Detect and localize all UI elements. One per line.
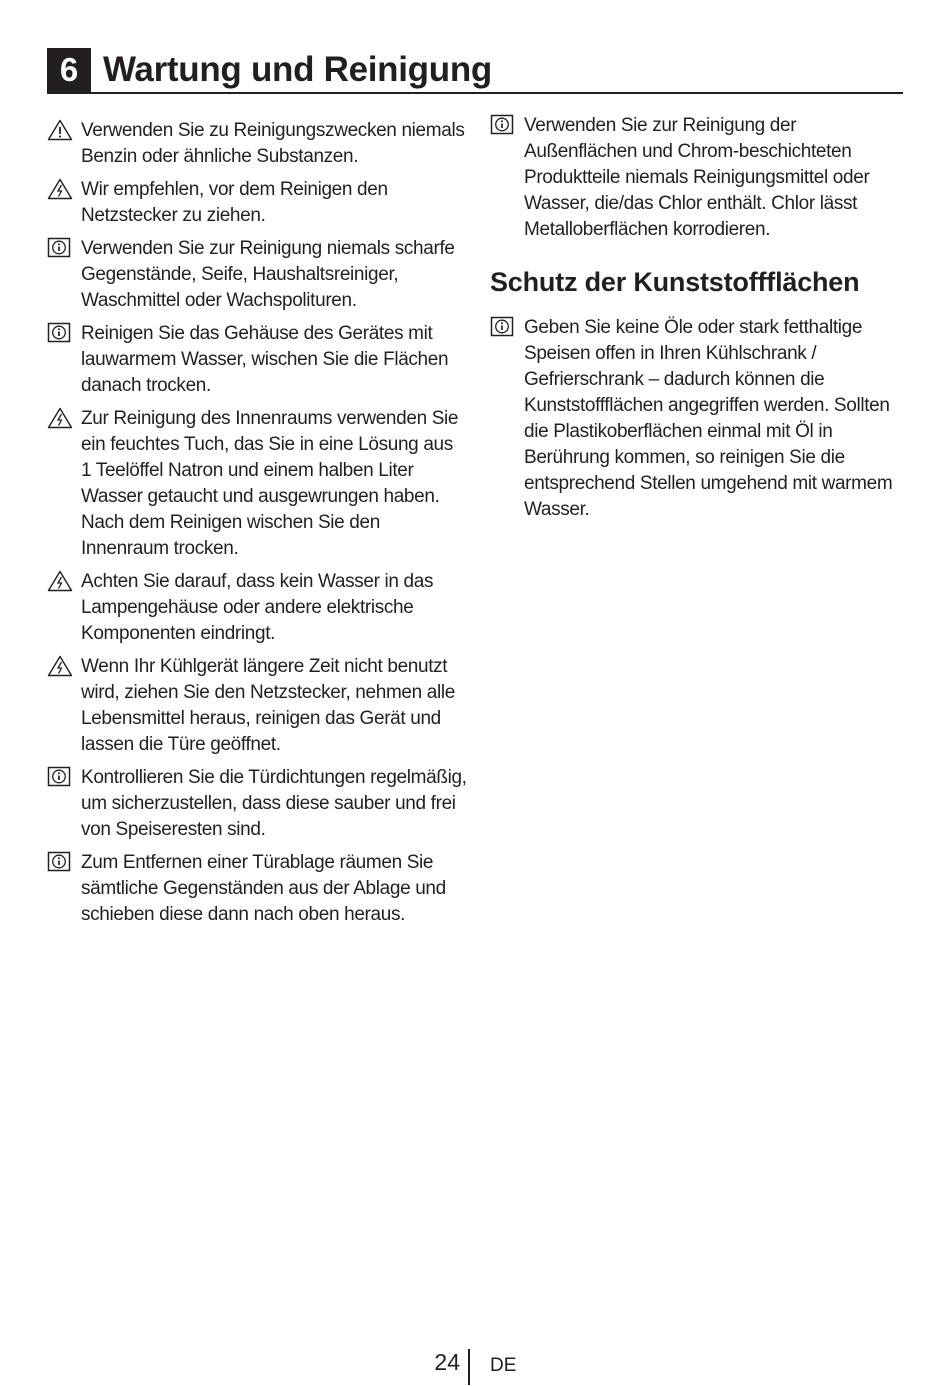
electric-warning-icon [47,655,73,677]
note-text: Wenn Ihr Kühlgerät längere Zeit nicht benutzt wird, ziehen Sie den Netzstecker, nehmen alle Lebensmittel heraus, reinigen das Gerät und lassen die Türe geöffnet. [81,656,455,755]
list-item [47,569,467,647]
chapter-number: 6 [47,48,91,92]
electric-warning-icon [47,407,73,429]
electric-warning-icon [47,178,73,200]
list-item [47,654,467,758]
info-icon [490,316,516,338]
note-text: Zum Entfernen einer Türablage räumen Sie sämtliche Gegenständen aus der Ablage und schieben diese dann nach oben heraus. [81,852,446,925]
list-item [47,177,467,229]
list-item [47,321,467,399]
page-number: 24 [434,1349,460,1375]
info-icon [47,851,73,873]
info-icon [47,322,73,344]
list-item [47,765,467,843]
warning-icon [47,119,73,141]
footer-divider [468,1349,470,1385]
left-column [47,118,467,935]
section-title: Schutz der Kunststoffflächen [490,267,860,297]
note-text: Geben Sie keine Öle oder stark fetthaltige Speisen offen in Ihren Kühlschrank / Gefrierschrank – dadurch können die Kunststoffflächen angegriffen werden. Sollten die Plastikoberflächen einmal mit Öl in Berührung kommen, so reinigen Sie die entsprechend Stellen umgehend mit warmem Wasser. [524,317,893,520]
note-text: Reinigen Sie das Gehäuse des Gerätes mit lauwarmem Wasser, wischen Sie die Flächen danach trocken. [81,323,449,396]
list-item [47,236,467,314]
list-item [47,850,467,928]
list-item [47,406,467,562]
page-footer [0,1346,950,1386]
note-text: Verwenden Sie zu Reinigungszwecken niemals Benzin oder ähnliche Substanzen. [81,120,465,167]
info-icon [47,766,73,788]
note-text: Zur Reinigung des Innenraums verwenden Sie ein feuchtes Tuch, das Sie in eine Lösung aus 1 Teelöffel Natron und einem halben Liter Wasser getaucht und ausgewrungen haben. Nach dem Reinigen wischen Sie den Innenraum trocken. [81,408,459,559]
info-icon [490,114,516,136]
list-item [47,118,467,170]
list-item [490,315,910,523]
note-text: Kontrollieren Sie die Türdichtungen regelmäßig, um sicherzustellen, dass diese sauber und frei von Speiseresten sind. [81,767,467,840]
right-column [490,113,910,530]
info-icon [47,237,73,259]
language-code: DE [490,1355,517,1376]
note-text: Verwenden Sie zur Reinigung der Außenflächen und Chrom-beschichteten Produktteile niemals Reinigungsmittel oder Wasser, die/das Chlor enthält. Chlor lässt Metalloberflächen korrodieren. [524,115,870,240]
electric-warning-icon [47,570,73,592]
note-text: Achten Sie darauf, dass kein Wasser in das Lampengehäuse oder andere elektrische Komponenten eindringt. [81,571,434,644]
header-rule [47,92,903,94]
list-item [490,113,910,243]
note-text: Verwenden Sie zur Reinigung niemals scharfe Gegenstände, Seife, Haushaltsreiniger, Waschmittel oder Wachspolituren. [81,238,455,311]
chapter-header [47,48,903,94]
chapter-title: Wartung und Reinigung [103,50,492,89]
note-text: Wir empfehlen, vor dem Reinigen den Netzstecker zu ziehen. [81,179,388,226]
